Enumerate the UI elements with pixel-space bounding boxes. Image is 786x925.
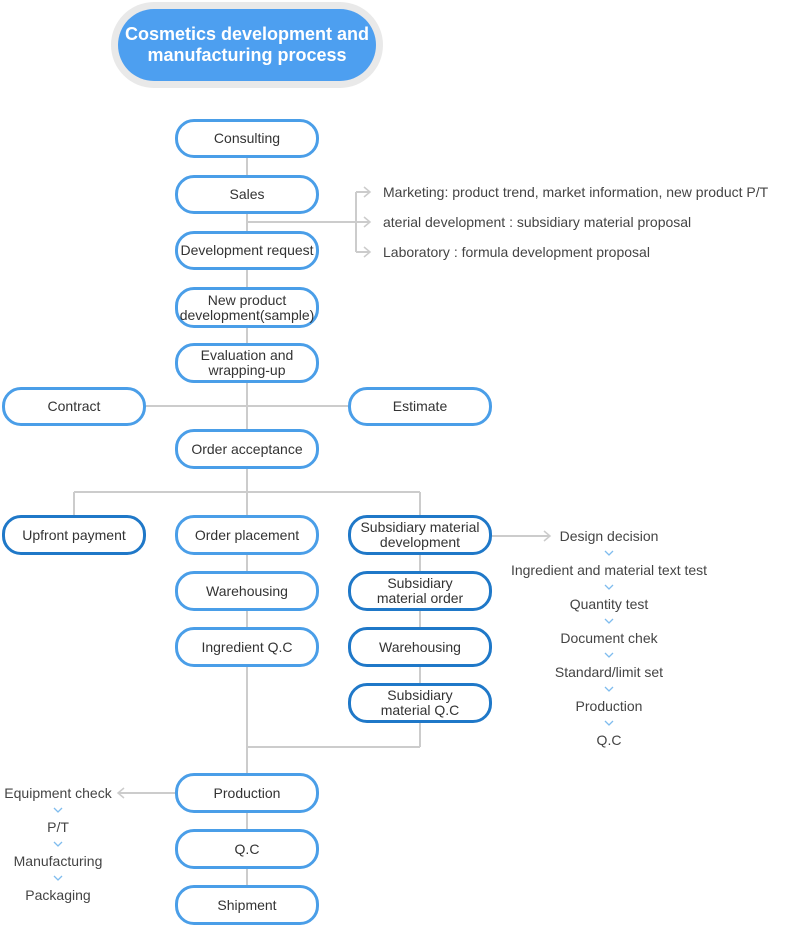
node-development-request: [175, 231, 319, 270]
node-evaluation: [175, 343, 319, 383]
chevron-down-icon: [53, 807, 63, 813]
node-label: Shipment: [217, 896, 277, 913]
node-label: Ingredient Q.C: [201, 638, 293, 655]
design-step: Production: [575, 698, 643, 714]
node-label: Subsidiary material development: [360, 519, 480, 550]
design-step: Quantity test: [569, 596, 649, 612]
chevron-down-icon: [604, 584, 614, 590]
equipment-step: Equipment check: [4, 785, 112, 801]
design-step: Document chek: [560, 630, 658, 646]
node-upfront-payment: [2, 515, 146, 555]
node-subsidiary-material-development: [348, 515, 492, 555]
node-label: Production: [213, 784, 281, 801]
node-production: [175, 773, 319, 813]
chevron-down-icon: [604, 686, 614, 692]
chevron-down-icon: [604, 550, 614, 556]
node-subsidiary-warehousing: [348, 627, 492, 667]
node-label: Order acceptance: [191, 440, 303, 457]
node-shipment: [175, 885, 319, 925]
node-label: Subsidiary material Q.C: [380, 687, 460, 718]
design-step: Ingredient and material text test: [510, 562, 708, 578]
node-contract: [2, 387, 146, 426]
node-qc: [175, 829, 319, 869]
node-label: Q.C: [234, 840, 260, 857]
node-label: Estimate: [392, 398, 448, 414]
design-step: Standard/limit set: [554, 664, 664, 680]
chevron-down-icon: [604, 618, 614, 624]
node-label: Upfront payment: [22, 526, 126, 543]
node-order-placement: [175, 515, 319, 555]
node-label: Development request: [180, 242, 314, 258]
sales-note-laboratory: Laboratory : formula development proposal: [383, 244, 650, 260]
chevron-down-icon: [604, 652, 614, 658]
node-new-product-development: [175, 287, 319, 328]
design-step: Q.C: [596, 732, 622, 748]
node-estimate: [348, 387, 492, 426]
node-label: Consulting: [213, 130, 281, 146]
node-ingredient-qc: [175, 627, 319, 667]
title-badge: [118, 9, 376, 81]
chevron-down-icon: [604, 720, 614, 726]
node-label: Contract: [47, 398, 101, 414]
node-warehousing: [175, 571, 319, 611]
design-step: Design decision: [559, 528, 659, 544]
node-label: New product development(sample): [179, 291, 315, 323]
equipment-step: Manufacturing: [13, 853, 103, 869]
page-title: Cosmetics development and manufacturing process: [124, 24, 370, 65]
node-subsidiary-material-order: [348, 571, 492, 611]
chevron-down-icon: [53, 841, 63, 847]
sales-note-marketing: Marketing: product trend, market information, new product P/T: [383, 184, 769, 200]
equipment-step: P/T: [47, 819, 69, 835]
node-subsidiary-material-qc: [348, 683, 492, 723]
node-label: Warehousing: [206, 582, 288, 599]
node-label: Subsidiary material order: [376, 575, 464, 606]
equipment-step: Packaging: [25, 887, 91, 903]
node-order-acceptance: [175, 429, 319, 469]
node-label: Order placement: [194, 526, 300, 543]
sales-note-material: aterial development : subsidiary material proposal: [383, 214, 692, 230]
node-sales: [175, 175, 319, 214]
chevron-down-icon: [53, 875, 63, 881]
node-label: Sales: [229, 186, 265, 202]
node-consulting: [175, 119, 319, 158]
node-label: Warehousing: [379, 638, 461, 655]
node-label: Evaluation and wrapping-up: [200, 347, 294, 378]
